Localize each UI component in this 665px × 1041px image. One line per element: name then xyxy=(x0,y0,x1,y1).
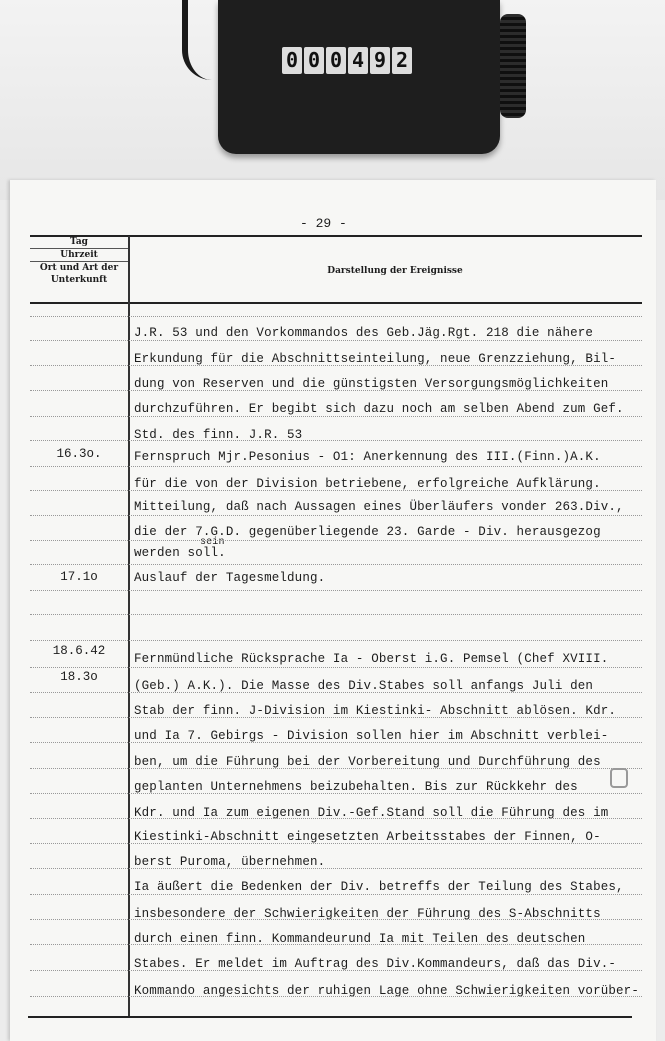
header-right-cell: Darstellung der Ereignisse xyxy=(327,266,463,276)
row-guide-line xyxy=(30,590,642,591)
text-line: ben, um die Führung bei der Vorbereitung und Durchführung des xyxy=(134,755,601,769)
row-guide-line xyxy=(30,919,642,920)
entry-date: 17.1o xyxy=(60,570,98,584)
row-guide-line xyxy=(30,540,642,541)
row-guide-line xyxy=(30,316,642,317)
row-guide-line xyxy=(30,365,642,366)
text-line: Auslauf der Tagesmeldung. xyxy=(134,571,326,585)
row-guide-line xyxy=(30,490,642,491)
text-line: die der 7.G.D. gegenüberliegende 23. Garde - Div. herausgezog xyxy=(134,525,601,539)
counter-digits xyxy=(282,47,412,74)
counter-knob xyxy=(500,14,526,118)
row-guide-line xyxy=(30,768,642,769)
row-guide-line xyxy=(30,564,642,565)
row-guide-line xyxy=(30,640,642,641)
text-line: Kdr. und Ia zum eigenen Div.-Gef.Stand soll die Führung des im xyxy=(134,806,609,820)
text-line: insbesondere der Schwierigkeiten der Führung des S-Abschnitts xyxy=(134,907,601,921)
counter-digit: 0 xyxy=(282,47,302,74)
row-guide-line xyxy=(30,614,642,615)
text-line: Kiestinki-Abschnitt eingesetzten Arbeitsstabes der Finnen, O- xyxy=(134,830,601,844)
row-guide-line xyxy=(30,843,642,844)
row-guide-line xyxy=(30,466,642,467)
entry-date: 18.6.42 xyxy=(52,644,106,658)
row-guide-line xyxy=(30,742,642,743)
row-guide-line xyxy=(30,868,642,869)
counter-digit: 0 xyxy=(326,47,346,74)
row-guide-line xyxy=(30,340,642,341)
row-guide-line xyxy=(30,793,642,794)
text-line: Fernspruch Mjr.Pesonius - O1: Anerkennung des III.(Finn.)A.K. xyxy=(134,450,601,464)
text-line: Kommando angesichts der ruhigen Lage ohne Schwierigkeiten vorüber- xyxy=(134,984,639,998)
row-guide-line xyxy=(30,515,642,516)
text-line: und Ia 7. Gebirgs - Division sollen hier im Abschnitt verblei- xyxy=(134,729,609,743)
row-guide-line xyxy=(30,667,642,668)
text-line: J.R. 53 und den Vorkommandos des Geb.Jäg.Rgt. 218 die nähere xyxy=(134,326,594,340)
counter-digit: 2 xyxy=(392,47,412,74)
text-line: durch einen finn. Kommandeurund Ia mit Teilen des deutschen xyxy=(134,932,586,946)
counter-digit: 0 xyxy=(304,47,324,74)
paper-clip-mark xyxy=(610,768,628,788)
page-number: - 29 - xyxy=(300,216,347,231)
row-guide-line xyxy=(30,390,642,391)
header-uhrzeit: Uhrzeit xyxy=(30,249,128,262)
text-line: für die von der Division betriebene, erfolgreiche Aufklärung. xyxy=(134,477,601,491)
text-line: Mitteilung, daß nach Aussagen eines Überläufers vonder 263.Div., xyxy=(134,500,624,514)
row-guide-line xyxy=(30,944,642,945)
counter-digit: 4 xyxy=(348,47,368,74)
header-left-cell xyxy=(30,236,128,302)
row-guide-line xyxy=(30,996,642,997)
text-line: Stab der finn. J-Division im Kiestinki- Abschnitt ablösen. Kdr. xyxy=(134,704,617,718)
page-counter xyxy=(218,0,500,154)
entry-time: 18.3o xyxy=(60,670,98,684)
row-guide-line xyxy=(30,692,642,693)
text-line: durchzuführen. Er begibt sich dazu noch am selben Abend zum Gef. xyxy=(134,402,624,416)
counter-digit: 9 xyxy=(370,47,390,74)
row-guide-line xyxy=(30,416,642,417)
row-guide-line xyxy=(30,440,642,441)
header-ort: Ort und Art der Unterkunft xyxy=(39,263,119,285)
entry-date: 16.3o. xyxy=(56,447,102,461)
row-guide-line xyxy=(30,970,642,971)
row-guide-line xyxy=(30,818,642,819)
scanner-background xyxy=(0,0,665,200)
inserted-word: sein xyxy=(200,537,225,548)
text-line: werden soll. xyxy=(134,546,226,560)
text-line: (Geb.) A.K.). Die Masse des Div.Stabes soll anfangs Juli den xyxy=(134,679,594,693)
text-line: berst Puroma, übernehmen. xyxy=(134,855,326,869)
text-line: Stabes. Er meldet im Auftrag des Div.Kommandeurs, daß das Div.- xyxy=(134,957,617,971)
table-bottom-rule xyxy=(28,1016,632,1018)
text-line: Ia äußert die Bedenken der Div. betreffs der Teilung des Stabes, xyxy=(134,880,624,894)
row-guide-line xyxy=(30,717,642,718)
text-line: Std. des finn. J.R. 53 xyxy=(134,428,303,442)
text-line: Erkundung für die Abschnittseinteilung, neue Grenzziehung, Bil- xyxy=(134,352,617,366)
text-line: dung von Reserven und die günstigsten Versorgungsmöglichkeiten xyxy=(134,377,609,391)
row-guide-line xyxy=(30,894,642,895)
text-line: geplanten Unternehmens beizubehalten. Bis zur Rückkehr des xyxy=(134,780,578,794)
column-divider xyxy=(128,236,130,1016)
table-header-rule xyxy=(30,302,642,304)
text-line: Fernmündliche Rücksprache Ia - Oberst i.G. Pemsel (Chef XVIII. xyxy=(134,652,609,666)
header-tag: Tag xyxy=(30,236,128,249)
